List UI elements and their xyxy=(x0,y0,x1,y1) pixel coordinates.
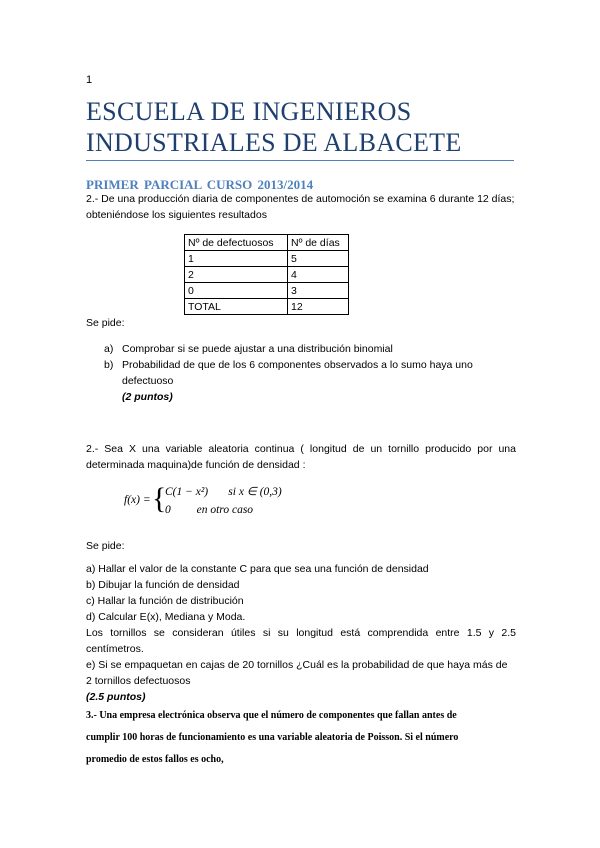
table-cell: 5 xyxy=(288,251,349,267)
table-row xyxy=(185,299,349,315)
table-row xyxy=(185,251,349,267)
table-row xyxy=(185,267,349,283)
table-header-row xyxy=(185,235,349,251)
q2-line-e: e) Si se empaquetan en cajas de 20 tornillos ¿Cuál es la probabilidad de que haya más de 2 tornillos defectuosos xyxy=(86,659,508,687)
q2-se-pide: Se pide: xyxy=(86,540,125,552)
table-cell: 12 xyxy=(288,299,349,315)
q2-line-b: b) Dibujar la función de densidad xyxy=(86,579,240,591)
table-header-cell: Nº de días xyxy=(288,235,349,251)
formula-lhs: f(x) = xyxy=(124,494,151,506)
case-1-expr: C(1 − x²) xyxy=(165,486,209,498)
q1-statement: 2.- De una producción diaria de componentes de automoción se examina 6 durante 12 días; obteniéndose los siguientes resultados xyxy=(86,193,515,221)
defects-table xyxy=(184,234,349,315)
list-item-text: Probabilidad de que de los 6 componentes observados a lo sumo haya uno defectuoso xyxy=(122,359,473,387)
table-cell: 0 xyxy=(185,283,288,299)
table-cell: 3 xyxy=(288,283,349,299)
formula-case-1 xyxy=(165,484,282,498)
list-item-text: Comprobar si se puede ajustar a una distribución binomial xyxy=(122,343,393,355)
q3-line-2: cumplir 100 horas de funcionamiento es una variable aleatoria de Poisson. Si el número xyxy=(86,732,459,743)
case-2-expr: 0 xyxy=(165,504,171,516)
q2-line-d: d) Calcular E(x), Mediana y Moda. xyxy=(86,611,246,623)
q3-line-3: promedio de estos fallos es ocho, xyxy=(86,754,224,765)
table-row xyxy=(185,283,349,299)
q3-line-1: 3.- Una empresa electrónica observa que el número de componentes que fallan antes de xyxy=(86,710,457,721)
q1-item-list xyxy=(86,341,516,405)
list-item xyxy=(86,341,516,357)
list-marker: b) xyxy=(104,359,114,371)
q1-points: (2 puntos) xyxy=(122,391,173,403)
q2-line-c: c) Hallar la función de distribución xyxy=(86,595,244,607)
table-cell: 2 xyxy=(185,267,288,283)
table-cell: TOTAL xyxy=(185,299,288,315)
q2-statement: 2.- Sea X una variable aleatoria continua ( longitud de un tornillo producido por una determinada maquina)de función de densidad : xyxy=(86,443,516,471)
table-cell: 1 xyxy=(185,251,288,267)
q2-body xyxy=(86,561,516,705)
list-item xyxy=(86,357,516,389)
list-marker: a) xyxy=(104,343,114,355)
q2-points: (2.5 puntos) xyxy=(86,691,146,703)
case-2-condition: en otro caso xyxy=(196,504,254,516)
table-cell: 4 xyxy=(288,267,349,283)
q2-note: Los tornillos se consideran útiles si su longitud está comprendida entre 1.5 y 2.5 centímetros. xyxy=(86,627,516,655)
school-heading: ESCUELA DE INGENIEROS INDUSTRIALES DE ALBACETE xyxy=(86,97,462,157)
exam-title: PRIMER PARCIAL CURSO 2013/2014 xyxy=(86,177,314,192)
brace-symbol: { xyxy=(152,482,167,515)
formula-case-2 xyxy=(165,504,253,516)
heading-rule xyxy=(86,160,514,161)
q3-statement xyxy=(86,705,516,771)
case-1-condition: si x ∈ (0,3) xyxy=(228,486,282,498)
table-header-cell: Nº de defectuosos xyxy=(185,235,288,251)
page-number: 1 xyxy=(86,74,93,86)
q2-line-a: a) Hallar el valor de la constante C para que sea una función de densidad xyxy=(86,563,429,575)
q1-se-pide: Se pide: xyxy=(86,317,125,329)
